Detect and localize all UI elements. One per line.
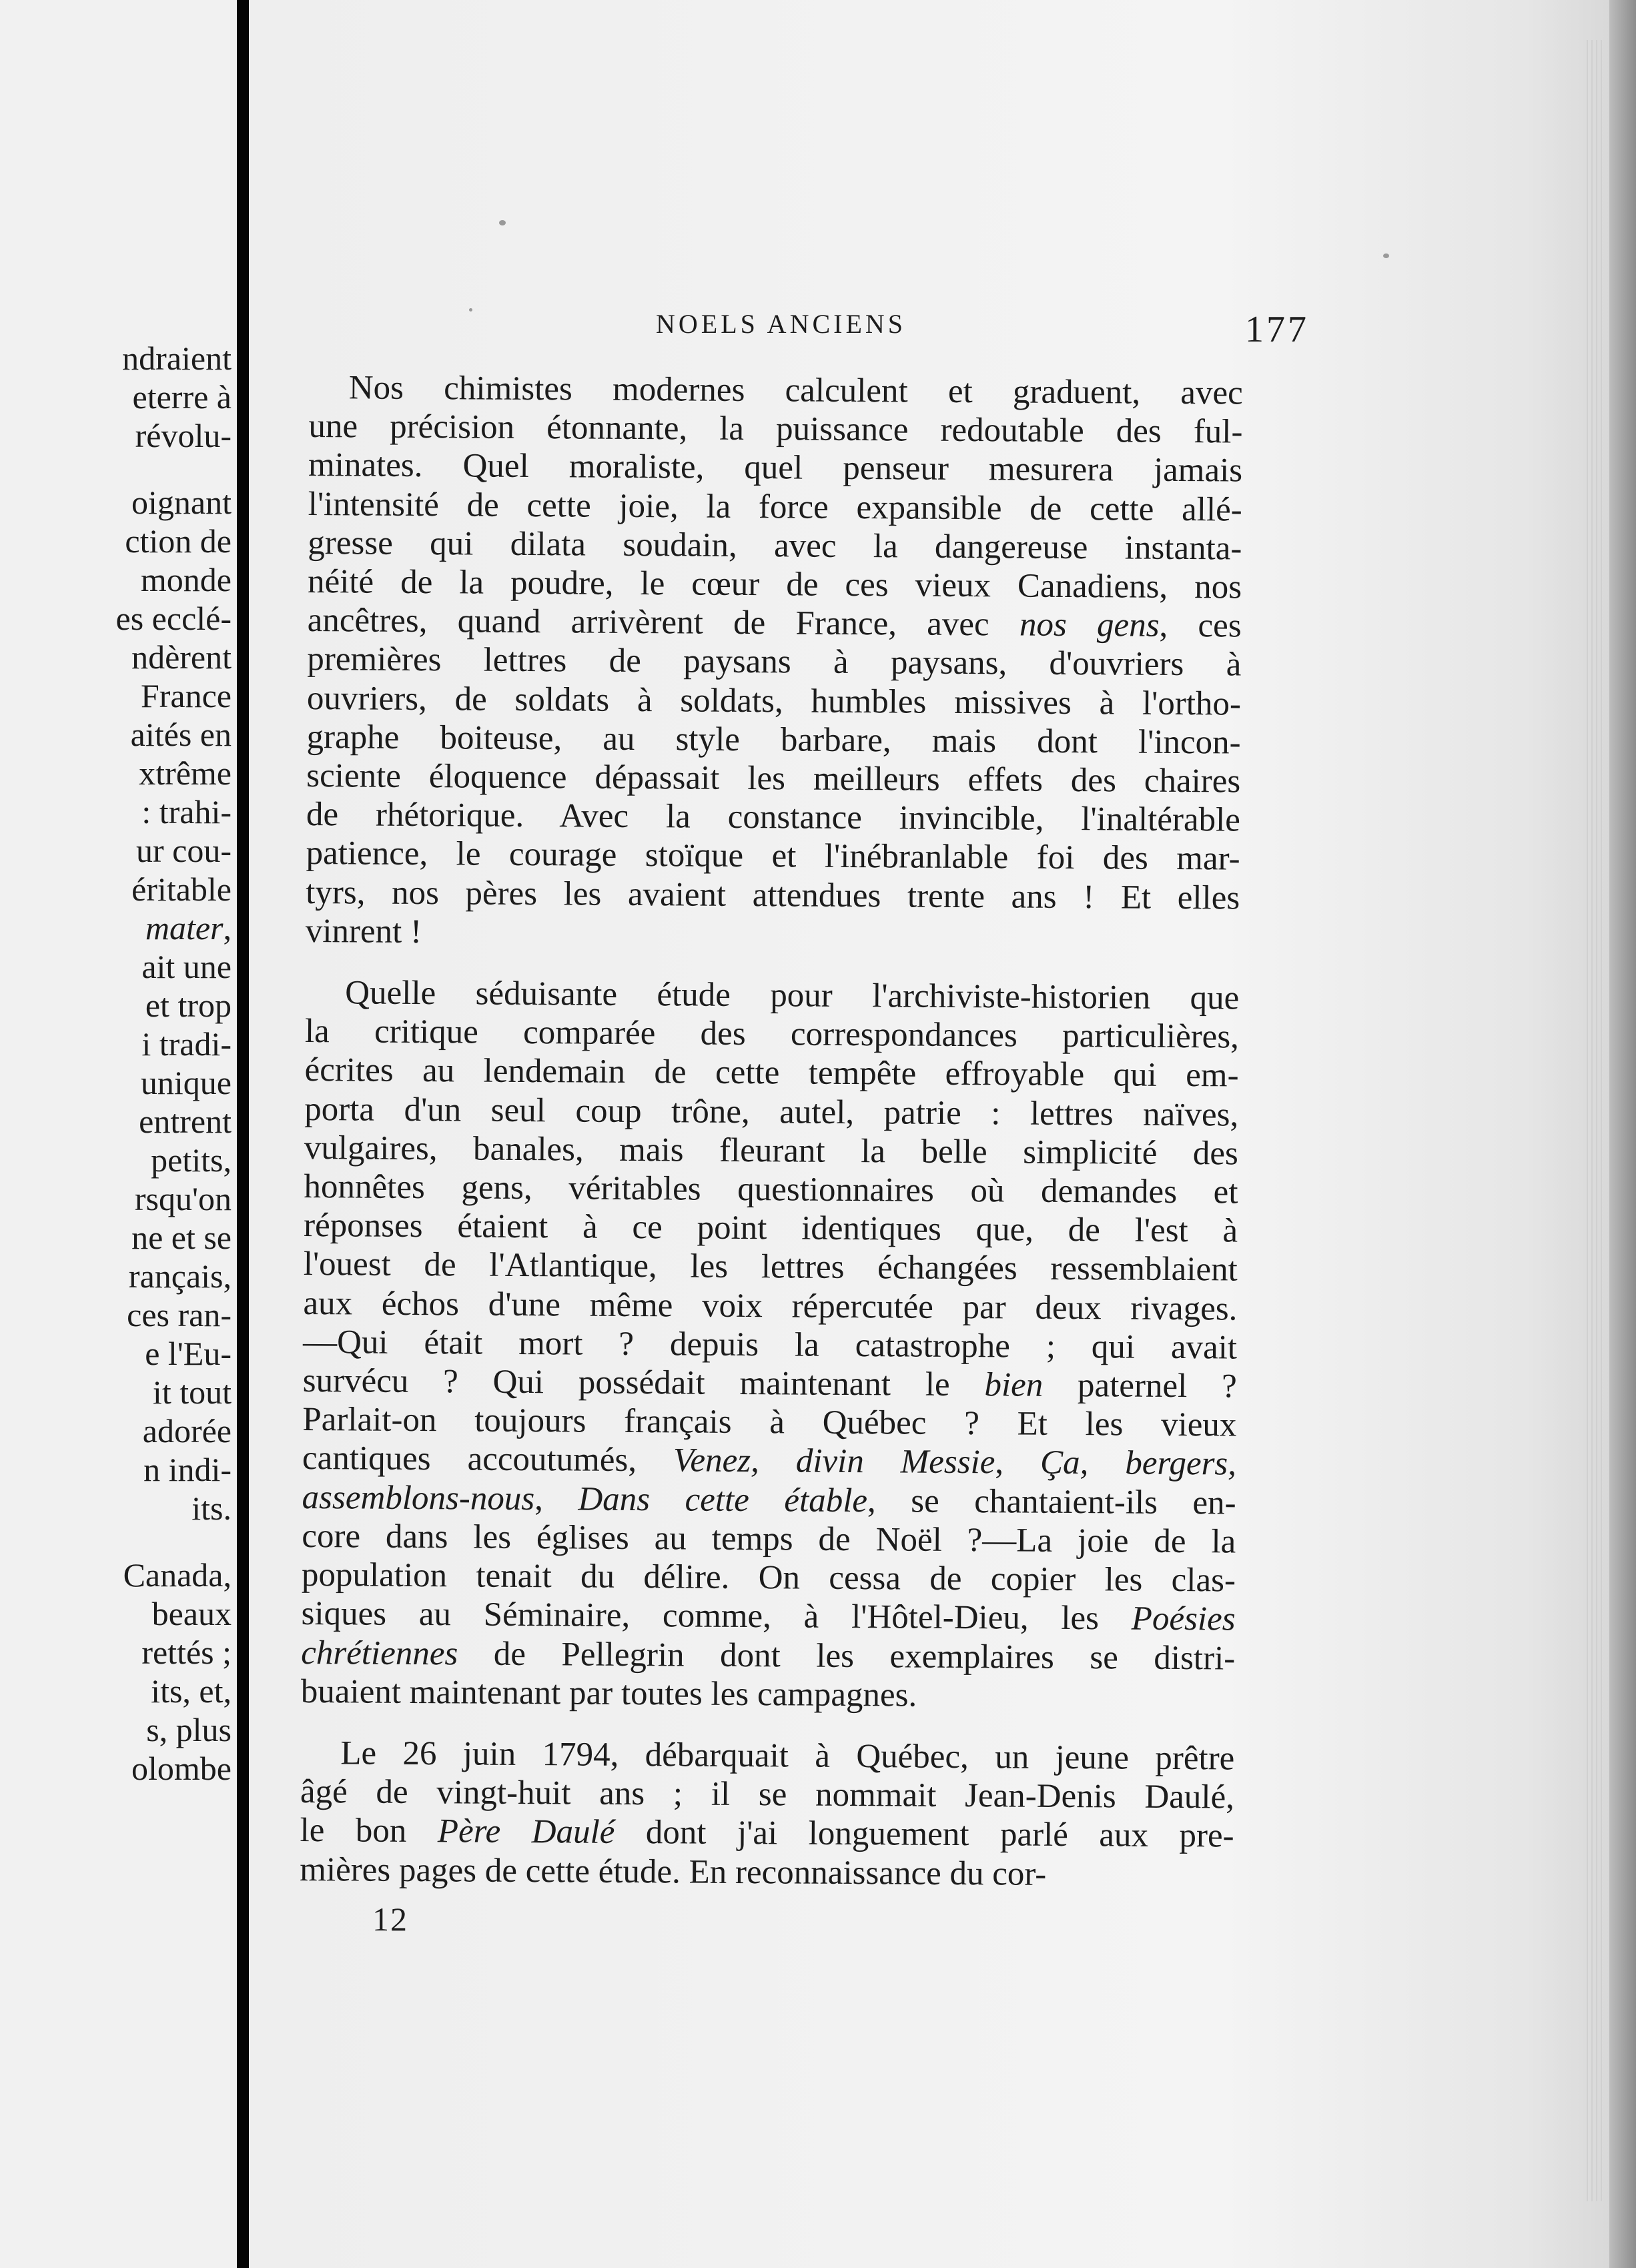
previous-page-line: ne et se bbox=[131, 1219, 232, 1256]
text-line: cantiques accoutumés, Venez, divin Messie, Ça, bergers, bbox=[302, 1440, 1237, 1484]
previous-page-line: mater, bbox=[145, 909, 232, 947]
text-line: assemblons-nous, Dans cette étable, se chantaient-ils en- bbox=[302, 1478, 1236, 1522]
body-text bbox=[300, 368, 1243, 1917]
previous-page-line: e l'Eu- bbox=[145, 1335, 232, 1372]
text-line: l'ouest de l'Atlantique, les lettres échangées ressemblaient bbox=[303, 1245, 1238, 1289]
paper-speck bbox=[469, 308, 472, 312]
page-edges bbox=[1587, 40, 1605, 2201]
previous-page-line: aités en bbox=[130, 716, 232, 753]
text-line: siques au Séminaire, comme, à l'Hôtel-Dieu, les Poésies bbox=[301, 1595, 1236, 1638]
previous-page-line: its, et, bbox=[151, 1672, 232, 1710]
text-line: ouvriers, de soldats à soldats, humbles missives à l'ortho- bbox=[306, 679, 1242, 723]
text-line: âgé de vingt-huit ans ; il se nommait Jean-Denis Daulé, bbox=[300, 1773, 1235, 1816]
text-line: premières lettres de paysans à paysans, d'ouvriers à bbox=[307, 640, 1242, 684]
previous-page-line: ait une bbox=[141, 948, 232, 985]
text-line: la critique comparée des correspondances particulières, bbox=[304, 1013, 1240, 1056]
previous-page-line: its. bbox=[191, 1490, 232, 1527]
previous-page-line: Canada, bbox=[123, 1556, 232, 1594]
running-head: NOELS ANCIENS bbox=[656, 309, 907, 339]
previous-page-line: s, plus bbox=[146, 1711, 232, 1748]
previous-page-line: petits, bbox=[151, 1141, 232, 1179]
previous-page-line: ces ran- bbox=[127, 1296, 232, 1333]
text-line: réponses étaient à ce point identiques que, de l'est à bbox=[303, 1207, 1238, 1250]
text-line: —Qui était mort ? depuis la catastrophe ; qui avait bbox=[302, 1323, 1238, 1367]
paragraph-2 bbox=[301, 973, 1240, 1716]
previous-page-line: ction de bbox=[125, 522, 232, 560]
previous-page-line: eterre à bbox=[132, 378, 232, 416]
previous-page-line: oignant bbox=[131, 484, 232, 521]
text-line: aux échos d'une même voix répercutée par deux rivages. bbox=[303, 1284, 1238, 1328]
text-line: chrétiennes de Pellegrin dont les exemplaires se distri- bbox=[301, 1634, 1236, 1678]
page-shadow bbox=[1609, 0, 1636, 2268]
previous-page-line: entrent bbox=[139, 1103, 232, 1140]
previous-page-line: rettés ; bbox=[141, 1634, 232, 1671]
text-line: buaient maintenant par toutes les campagnes. bbox=[300, 1672, 917, 1714]
text-line: ancêtres, quand arrivèrent de France, avec nos gens, ces bbox=[307, 602, 1242, 645]
text-line: vulgaires, banales, mais fleurant la belle simplicité des bbox=[304, 1129, 1239, 1173]
previous-page-line: rançais, bbox=[128, 1257, 232, 1295]
previous-page-line: n indi- bbox=[143, 1451, 232, 1488]
paragraph-1 bbox=[306, 368, 1243, 957]
text-line: patience, le courage stoïque et l'inébranlable foi des mar- bbox=[306, 834, 1240, 878]
text-line: honnêtes gens, véritables questionnaires où demandes et bbox=[304, 1168, 1238, 1211]
text-line: mières pages de cette étude. En reconnaissance du cor- bbox=[300, 1850, 1047, 1893]
previous-page-line: révolu- bbox=[135, 417, 232, 454]
text-line: sciente éloquence dépassait les meilleurs effets des chaires bbox=[306, 757, 1241, 800]
previous-page-line: ur cou- bbox=[136, 832, 232, 869]
previous-page-line: unique bbox=[140, 1064, 232, 1101]
previous-page-line: es ecclé- bbox=[115, 600, 232, 637]
text-line: gresse qui dilata soudain, avec la dangereuse instanta- bbox=[308, 524, 1242, 568]
text-line: Quelle séduisante étude pour l'archiviste-historien que bbox=[345, 974, 1240, 1017]
page-number: 177 bbox=[1245, 309, 1309, 350]
text-line: vinrent ! bbox=[305, 912, 422, 951]
text-line: néité de la poudre, le cœur de ces vieux Canadiens, nos bbox=[307, 563, 1242, 606]
previous-page-line: : trahi- bbox=[141, 793, 232, 830]
paragraph-gap bbox=[116, 455, 232, 483]
text-line: l'intensité de cette joie, la force expansible de cette allé- bbox=[308, 485, 1242, 529]
text-line: population tenait du délire. On cessa de copier les clas- bbox=[301, 1556, 1236, 1600]
previous-page-line: éritable bbox=[131, 871, 232, 908]
text-line: survécu ? Qui possédait maintenant le bien paternel ? bbox=[302, 1362, 1237, 1405]
text-line: une précision étonnante, la puissance redoutable des ful- bbox=[308, 408, 1243, 451]
text-line: minates. Quel moraliste, quel penseur mesurera jamais bbox=[308, 446, 1243, 490]
previous-page-line: monde bbox=[140, 561, 232, 598]
previous-page bbox=[0, 0, 237, 2268]
current-page bbox=[249, 0, 1636, 2268]
text-line: core dans les églises au temps de Noël ?—La joie de la bbox=[302, 1517, 1236, 1561]
previous-page-line: beaux bbox=[151, 1595, 232, 1632]
text-line: écrites au lendemain de cette tempête effroyable qui em- bbox=[304, 1051, 1239, 1095]
text-line: Parlait-on toujours français à Québec ? Et les vieux bbox=[302, 1401, 1237, 1444]
previous-page-line: adorée bbox=[142, 1412, 232, 1450]
text-line: de rhétorique. Avec la constance invincible, l'inaltérable bbox=[306, 796, 1241, 839]
previous-page-line: rsqu'on bbox=[134, 1180, 232, 1217]
text-line: graphe boiteuse, au style barbare, mais dont l'incon- bbox=[306, 718, 1241, 762]
previous-page-line: ndèrent bbox=[131, 638, 232, 676]
previous-page-line: ndraient bbox=[122, 340, 232, 377]
paragraph-3 bbox=[300, 1734, 1234, 1894]
text-line: Nos chimistes modernes calculent et graduent, avec bbox=[348, 369, 1243, 412]
paper-speck bbox=[499, 220, 506, 225]
paragraph-gap bbox=[116, 1528, 232, 1556]
previous-page-line: olombe bbox=[131, 1750, 232, 1787]
previous-page-text bbox=[116, 339, 232, 1788]
signature-mark: 12 bbox=[372, 1900, 408, 1938]
text-line: tyrs, nos pères les avaient attendues trente ans ! Et elles bbox=[306, 873, 1240, 917]
previous-page-line: France bbox=[140, 677, 232, 714]
text-line: porta d'un seul coup trône, autel, patrie : lettres naïves, bbox=[304, 1090, 1239, 1134]
previous-page-line: et trop bbox=[145, 987, 232, 1024]
previous-page-line: xtrême bbox=[139, 754, 232, 792]
previous-page-line: i tradi- bbox=[141, 1025, 232, 1063]
text-line: Le 26 juin 1794, débarquait à Québec, un jeune prêtre bbox=[340, 1734, 1235, 1778]
previous-page-line: it tout bbox=[152, 1373, 232, 1411]
text-line: le bon Père Daulé dont j'ai longuement parlé aux pre- bbox=[300, 1812, 1234, 1855]
paper-speck bbox=[1383, 253, 1389, 258]
book-gutter bbox=[237, 0, 249, 2268]
